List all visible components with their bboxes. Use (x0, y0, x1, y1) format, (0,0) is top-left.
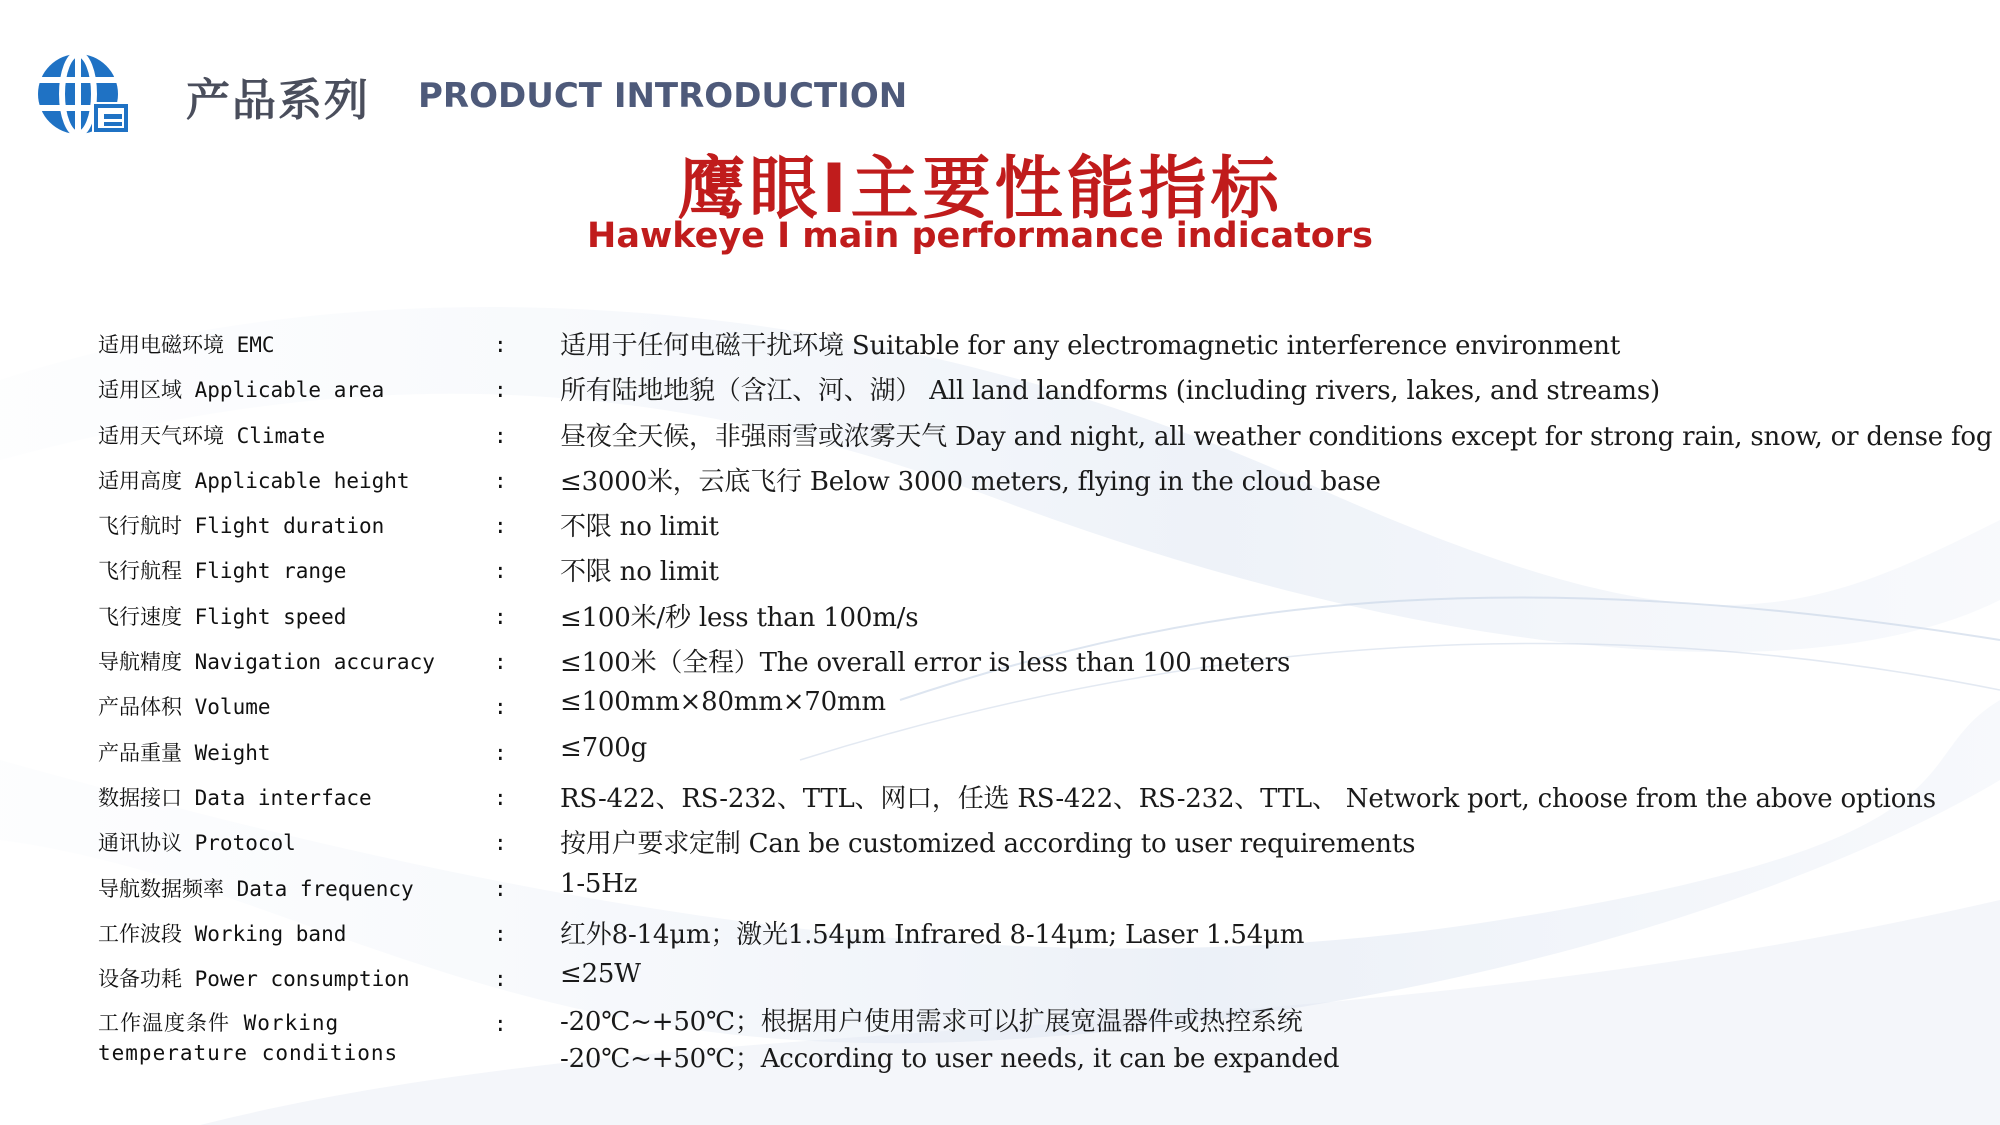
spec-value-line-cn: -20℃~+50℃；根据用户使用需求可以扩展宽温器件或热控系统 (560, 1007, 1303, 1038)
spec-colon: : (494, 650, 507, 675)
spec-value: ≤100mm×80mm×70mm (560, 687, 886, 718)
spec-colon: : (494, 468, 507, 493)
spec-value (560, 1004, 1339, 1078)
spec-value: RS-422、RS-232、TTL、网口，任选 RS-422、RS-232、TTL、 Network port, choose from the above options (560, 783, 1936, 814)
spec-label: 导航精度 Navigation accuracy (98, 650, 435, 675)
spec-row (98, 687, 1978, 732)
spec-label: 飞行航程 Flight range (98, 559, 347, 584)
spec-value: ≤100米（全程）The overall error is less than 100 meters (560, 648, 1291, 679)
spec-label: 数据接口 Data interface (98, 785, 372, 810)
spec-label: 设备功耗 Power consumption (98, 967, 410, 992)
spec-colon: : (494, 423, 507, 448)
spec-value: 1-5Hz (560, 868, 638, 899)
spec-colon: : (494, 378, 507, 403)
spec-colon: : (494, 740, 507, 765)
spec-label: 适用电磁环境 EMC (98, 333, 275, 357)
spec-label: 适用高度 Applicable height (98, 468, 410, 493)
spec-value: 按用户要求定制 Can be customized according to user requirements (560, 829, 1416, 860)
spec-label: 飞行速度 Flight speed (98, 604, 347, 629)
spec-value: ≤25W (560, 959, 641, 990)
spec-colon: : (494, 695, 507, 720)
spec-row (98, 551, 1978, 596)
spec-value-line-en: -20℃~+50℃；According to user needs, it can be expanded (560, 1044, 1340, 1075)
spec-label: 工作波段 Working band (98, 921, 347, 946)
spec-value: ≤3000米，云底飞行 Below 3000 meters, flying in the cloud base (560, 466, 1381, 497)
spec-label: 导航数据频率 Data frequency (98, 876, 414, 901)
spec-row (98, 778, 1978, 823)
spec-row (98, 869, 1978, 914)
spec-value: 所有陆地地貌（含江、河、湖） All land landforms (including rivers, lakes, and streams) (560, 376, 1660, 407)
page-title-en: Hawkeye Ⅰ main performance indicators (587, 216, 1373, 256)
brand-title-en: PRODUCT INTRODUCTION (418, 76, 908, 116)
spec-colon: : (494, 514, 507, 539)
spec-label: 适用区域 Applicable area (98, 378, 385, 403)
spec-row (98, 642, 1978, 687)
spec-value: 不限 no limit (560, 512, 719, 543)
spec-row (98, 823, 1978, 868)
globe-logo-icon (32, 50, 136, 142)
spec-label: 适用天气环境 Climate (98, 423, 326, 448)
spec-row (98, 416, 1993, 461)
spec-row (98, 506, 1978, 551)
header (32, 50, 907, 142)
spec-label: 工作温度条件 Working temperature conditions (98, 1011, 399, 1066)
spec-colon: : (494, 876, 507, 901)
spec-colon: : (494, 785, 507, 810)
spec-row (98, 461, 1978, 506)
spec-row (98, 914, 1978, 959)
spec-colon: : (494, 831, 507, 856)
spec-value: 适用于任何电磁干扰环境 Suitable for any electromagnetic interference environment (560, 331, 1621, 361)
spec-row (98, 325, 1978, 370)
spec-label: 飞行航时 Flight duration (98, 514, 385, 539)
spec-row (98, 370, 1978, 415)
spec-value: ≤100米/秒 less than 100m/s (560, 602, 919, 633)
spec-colon: : (494, 333, 507, 357)
page-title-cn: 鹰眼Ⅰ主要性能指标 (677, 150, 1283, 229)
spec-label: 通讯协议 Protocol (98, 831, 296, 856)
spec-value: ≤700g (560, 732, 648, 763)
spec-colon: : (494, 604, 507, 629)
spec-list (98, 325, 1993, 1084)
spec-colon: : (494, 559, 507, 584)
spec-colon: : (494, 1012, 507, 1037)
spec-row-temperature (98, 1004, 1978, 1084)
spec-row (98, 597, 1978, 642)
spec-colon: : (494, 967, 507, 992)
spec-value: 昼夜全天候，非强雨雪或浓雾天气 Day and night, all weather conditions except for strong rain, snow, or dense fog (560, 421, 1993, 452)
spec-label: 产品重量 Weight (98, 740, 271, 765)
spec-row (98, 959, 1978, 1004)
spec-colon: : (494, 921, 507, 946)
spec-value: 不限 no limit (560, 557, 719, 588)
spec-value: 红外8-14μm；激光1.54μm Infrared 8-14μm; Laser 1.54μm (560, 919, 1305, 950)
spec-label: 产品体积 Volume (98, 695, 271, 720)
brand-title-cn: 产品系列 (186, 75, 370, 126)
spec-row (98, 733, 1978, 778)
